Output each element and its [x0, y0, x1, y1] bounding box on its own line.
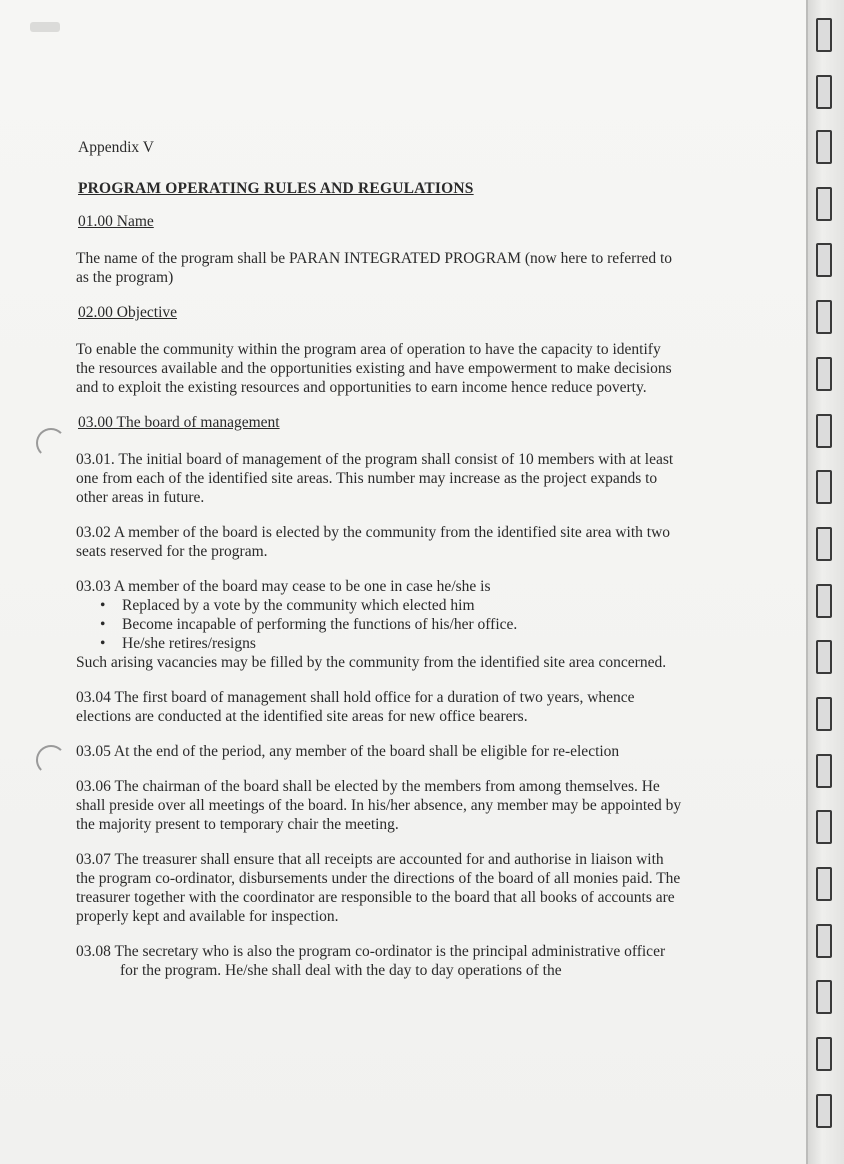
binding-ring: [816, 75, 832, 109]
punch-hole: [36, 428, 66, 458]
section-heading-board: 03.00 The board of management: [78, 414, 280, 431]
section-text-name: The name of the program shall be PARAN INTEGRATED PROGRAM (now here to referred to as the program): [76, 250, 673, 286]
section-heading-objective: 02.00 Objective: [78, 304, 178, 321]
binding-ring: [816, 810, 832, 844]
binding-ring: [816, 1094, 832, 1128]
binding-ring: [816, 300, 832, 334]
binding-ring: [816, 130, 832, 164]
binding-ring: [816, 470, 832, 504]
clause-03-03-vacancies: Such arising vacancies may be filled by the community from the identified site area concerned.: [76, 654, 667, 671]
binding-ring: [816, 584, 832, 618]
clause-03-02: 03.02 A member of the board is elected by the community from the identified site area with two seats reserved for the program.: [76, 524, 671, 560]
clause-03-08: 03.08 The secretary who is also the program co-ordinator is the principal administrative officer for the program. He/she shall deal with the day to day operations of the: [76, 943, 666, 979]
binding-ring: [816, 1037, 832, 1071]
binding-ring: [816, 697, 832, 731]
binding-ring: [816, 527, 832, 561]
section-text-objective: To enable the community within the program area of operation to have the capacity to identify the resources available and the opportunities existing and have empowerment to make decisions and to exploit the existing resources and opportunities to earn income hence reduce poverty.: [76, 341, 672, 396]
binding-ring: [816, 980, 832, 1014]
binding-ring: [816, 243, 832, 277]
list-item: • Become incapable of performing the functions of his/her office.: [100, 615, 682, 634]
document-title: PROGRAM OPERATING RULES AND REGULATIONS: [78, 180, 474, 197]
binding-ring: [816, 867, 832, 901]
clause-03-01: 03.01. The initial board of management of the program shall consist of 10 members with at least one from each of the identified site areas. This number may increase as the project expands to other areas in future.: [76, 451, 674, 506]
clause-03-04: 03.04 The first board of management shall hold office for a duration of two years, whence elections are conducted at the identified site areas for new office bearers.: [76, 689, 635, 725]
spiral-binding: [806, 0, 844, 1164]
scan-smudge: [30, 22, 60, 32]
appendix-label: Appendix V: [78, 139, 154, 156]
cease-conditions-list: [72, 596, 682, 653]
binding-ring: [816, 924, 832, 958]
binding-ring: [816, 18, 832, 52]
binding-ring: [816, 187, 832, 221]
list-item: • He/she retires/resigns: [100, 634, 682, 653]
clause-03-07: 03.07 The treasurer shall ensure that all receipts are accounted for and authorise in liaison with the program co-ordinator, disbursements under the directions of the board of all monies paid. The treasurer together with the coordinator are responsible to the board that all books of accounts are properly kept and available for inspection.: [76, 851, 681, 925]
punch-hole: [36, 745, 66, 775]
binding-ring: [816, 640, 832, 674]
section-heading-name: 01.00 Name: [78, 213, 154, 230]
binding-ring: [816, 357, 832, 391]
clause-03-03: 03.03 A member of the board may cease to be one in case he/she is: [76, 578, 491, 595]
list-item: • Replaced by a vote by the community which elected him: [100, 596, 682, 615]
document-body: [72, 138, 682, 996]
binding-ring: [816, 414, 832, 448]
clause-03-05: 03.05 At the end of the period, any member of the board shall be eligible for re-election: [76, 743, 620, 760]
clause-03-06: 03.06 The chairman of the board shall be elected by the members from among themselves. He shall preside over all meetings of the board. In his/her absence, any member may be appointed by the majority present to temporary chair the meeting.: [76, 778, 682, 833]
binding-ring: [816, 754, 832, 788]
